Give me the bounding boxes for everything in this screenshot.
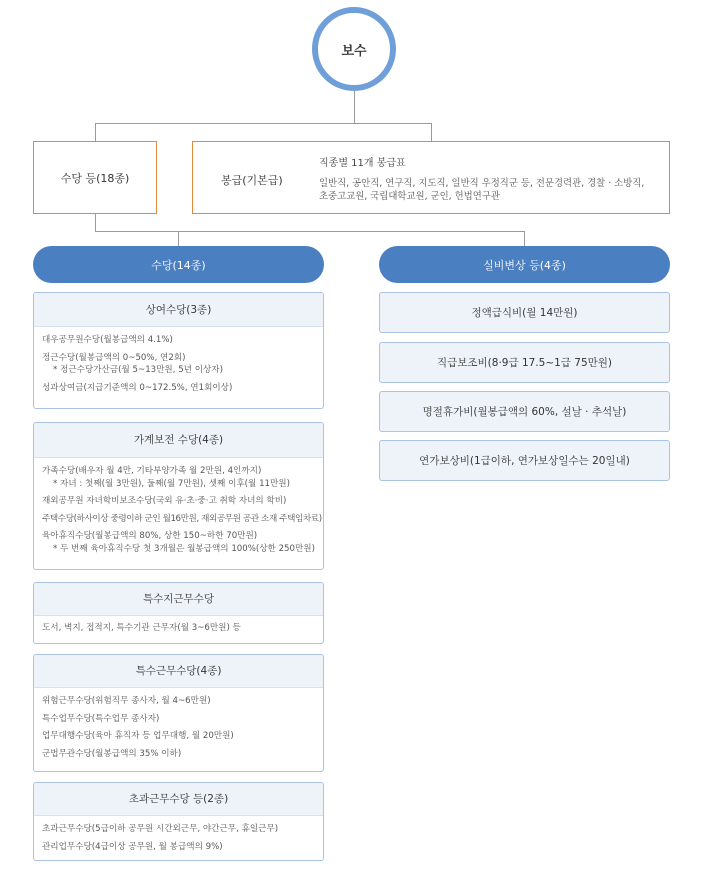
root-node-label: 보수 [341,43,367,59]
card-remote-area-allowance [33,582,324,644]
card-line: 위험근무수당(위험직무 종사자, 월 4~6만원) [42,696,211,706]
base-pay-node [192,141,670,214]
allowances-node-label: 수당 등(18종) [60,171,130,185]
card-note-line: * 두 번째 육아휴직수당 첫 3개월은 월봉급액의 100%(상한 250만원) [53,543,315,554]
connector-level2-horizontal [95,231,525,232]
card-line: 성과상여금(지급기준액의 0~172.5%, 연1회이상) [42,382,233,393]
card-note-line: * 자녀 : 첫째(월 3만원), 둘째(월 7만원), 셋째 이후(월 11만원) [53,478,290,489]
card-line: 군법무관수당(월봉급액의 35% 이하) [42,748,182,759]
card-overtime-allowance [33,782,324,861]
connector-to-allowances [95,123,96,141]
base-pay-subtitle: 직종별 11개 봉급표 [319,158,406,169]
expense-item-label: 정액급식비(월 14만원) [471,307,578,319]
card-line: 업무대행수당(육아 휴직자 등 업무대행, 월 20만원) [42,731,234,742]
expense-item-rank-subsidy [379,342,670,383]
card-line: 정근수당(월봉급액의 0~50%, 연2회) [42,352,186,363]
connector-level1-horizontal [95,123,432,124]
card-title: 초과근무수당 등(2종) [34,783,323,816]
connector-allowances-down [95,214,96,232]
card-line: 주택수당(하사이상 중령이하 군인 월16만원, 재외공무원 공관 소재 주택임차료) [42,513,322,524]
connector-to-allowance-group [178,231,179,246]
allowance-group-label: 수당(14종) [151,258,206,272]
card-line: 재외공무원 자녀학비보조수당(국외 유·초·중·고 취학 자녀의 학비) [42,496,287,507]
card-bonus-allowance [33,292,324,409]
expense-item-leave-compensation [379,440,670,481]
allowances-node [33,141,157,214]
expense-item-label: 직급보조비(8·9급 17.5~1급 75만원) [436,357,613,369]
allowance-group-header [33,246,324,283]
card-line: 육아휴직수당(월봉급액의 80%, 상한 150~하한 70만원) [42,531,258,542]
card-line: 초과근무수당(5급이하 공무원 시간외근무, 야간근무, 휴일근무) [42,824,279,834]
connector-to-base-pay [431,123,432,141]
connector-to-expense-group [524,231,525,246]
card-line: 특수업무수당(특수업무 종사자) [42,713,160,724]
expense-group-label: 실비변상 등(4종) [483,258,566,272]
card-title: 상여수당(3종) [34,293,323,327]
expense-item-label: 명절휴가비(월봉급액의 60%, 설날 · 추석날) [422,406,627,418]
card-title: 가계보전 수당(4종) [34,423,323,458]
card-household-allowance [33,422,324,570]
expense-item-holiday-bonus [379,391,670,432]
card-title: 특수근무수당(4종) [34,655,323,688]
expense-group-header [379,246,670,283]
base-pay-label: 봉급(기본급) [221,174,283,187]
expense-item-label: 연가보상비(1급이하, 연가보상일수는 20일내) [419,455,630,467]
base-pay-desc-line: 초중고교원, 국립대학교원, 군인, 헌법연구관 [319,191,500,202]
expense-item-meal [379,292,670,333]
card-title: 특수지근무수당 [34,583,323,616]
base-pay-description [319,177,659,203]
card-line: 관리업무수당(4급이상 공무원, 월 봉급액의 9%) [42,841,223,852]
card-note-line: * 정근수당가산금(월 5~13만원, 5년 이상자) [53,365,223,376]
base-pay-desc-line: 일반직, 공안직, 연구직, 지도직, 일반직 우정직군 등, 전문경력관, 경찰 · 소방직, [319,178,645,189]
card-special-duty-allowance [33,654,324,772]
root-node-remuneration [312,7,396,91]
card-line: 가족수당(배우자 월 4만, 기타부양가족 월 2만원, 4인까지) [42,466,262,476]
card-line: 대우공무원수당(월봉급액의 4.1%) [42,335,173,345]
card-line: 도서, 벽지, 접적지, 특수기관 근무자(월 3~6만원) 등 [42,623,241,633]
connector-root-down [354,91,355,124]
